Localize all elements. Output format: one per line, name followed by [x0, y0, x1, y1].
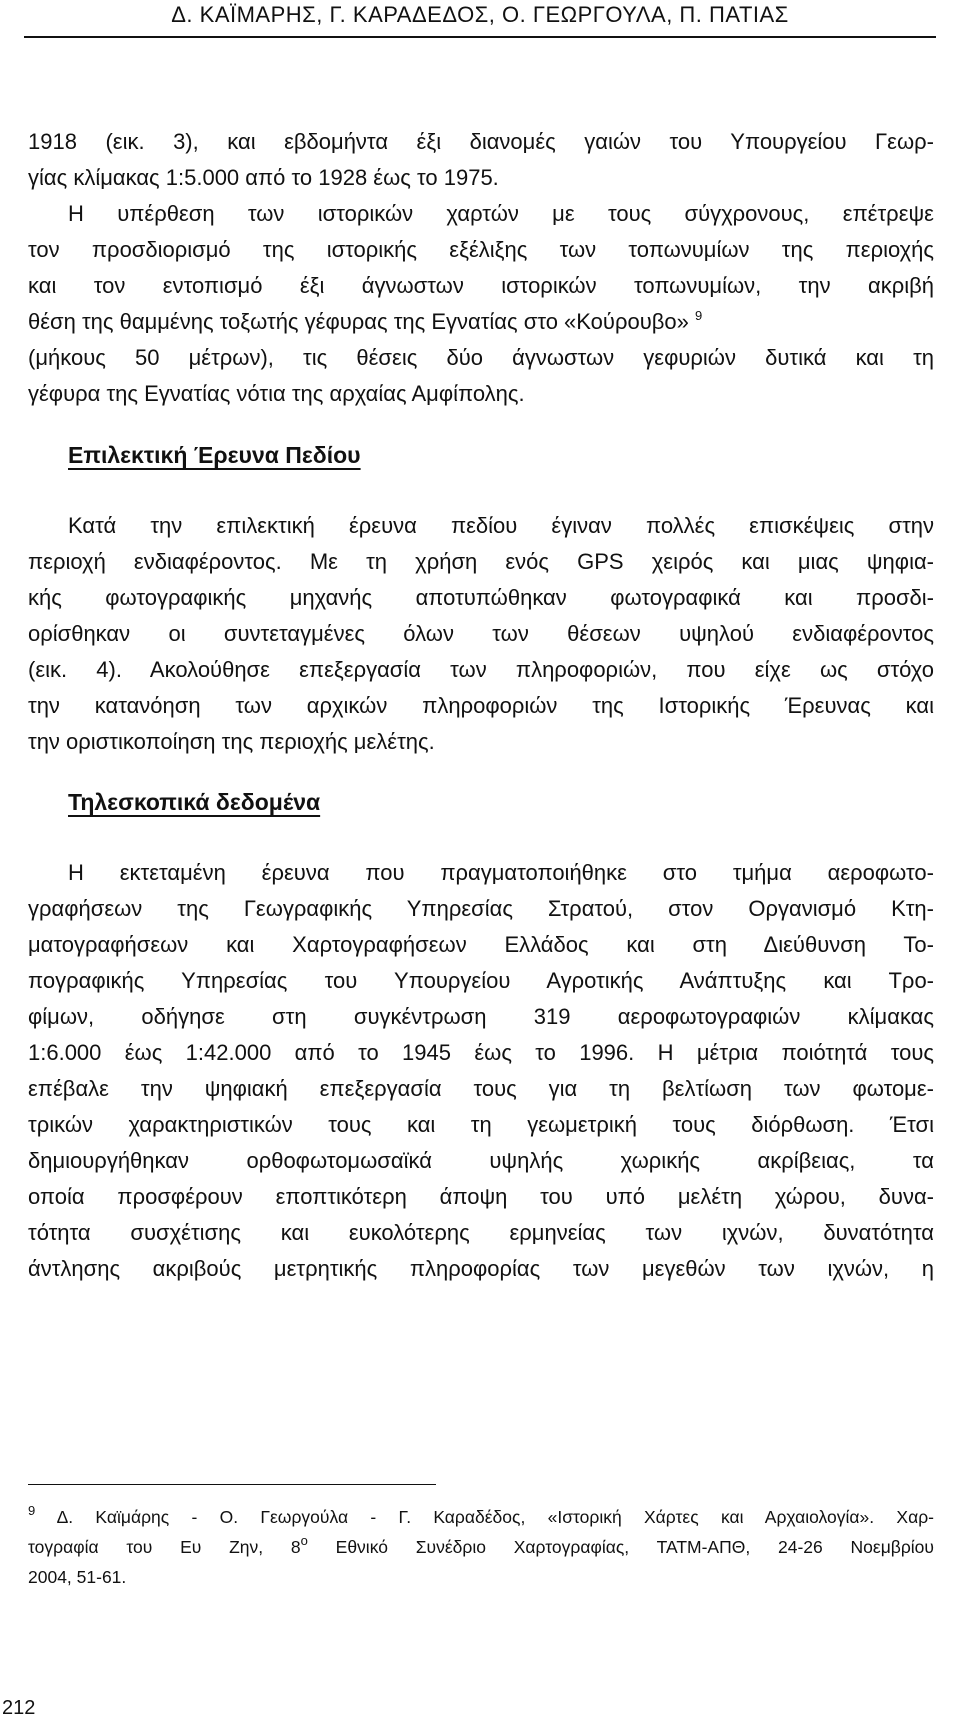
footnote-line: [28, 1532, 934, 1562]
section-heading-remote-sensing: Τηλεσκοπικά δεδομένα: [68, 789, 321, 815]
text-line: γέφυρα της Εγνατίας νότια της αρχαίας Αμφίπολης.: [28, 381, 525, 406]
text-line: άντλησης ακριβούς μετρητικής πληροφορίας των μεγεθών των ιχνών, η: [28, 1256, 934, 1281]
footnote: [28, 1502, 934, 1592]
text-line: 1918 (εικ. 3), και εβδομήντα έξι διανομές γαιών του Υπουργείου Γεωρ-: [28, 129, 934, 154]
text-line: επέβαλε την ψηφιακή επεξεργασία τους για τη βελτίωση των φωτομε-: [28, 1076, 934, 1101]
text-line: δημιουργήθηκαν ορθοφωτομωσαϊκά υψηλής χωρικής ακρίβειας, τα: [28, 1148, 934, 1173]
intro-paragraph-2: [28, 196, 934, 412]
text-line: τον προσδιορισμό της ιστορικής εξέλιξης των τοπωνυμίων της περιοχής: [28, 237, 934, 262]
text-line: θέση της θαμμένης τοξωτής γέφυρας της Εγνατίας στο «Κούρουβο»: [28, 309, 689, 334]
text-line: Η υπέρθεση των ιστορικών χαρτών με τους σύγχρονους, επέτρεψε: [68, 201, 934, 226]
text-line: περιοχή ενδιαφέροντος. Με τη χρήση ενός GPS χειρός και μιας ψηφια-: [28, 549, 934, 574]
page-number: 212: [2, 1697, 36, 1719]
text-line: ματογραφήσεων και Χαρτογραφήσεων Ελλάδος και στη Διεύθυνση Το-: [28, 932, 934, 957]
text-line: Η εκτεταμένη έρευνα που πραγματοποιήθηκε στο τμήμα αεροφωτο-: [68, 860, 934, 885]
footnote-text: Εθνικό Συνέδριο Χαρτογραφίας, ΤΑΤΜ-ΑΠΘ, 24-26 Νοεμβρίου: [307, 1537, 934, 1557]
text-line: την κατανόηση των αρχικών πληροφοριών της Ιστορικής Έρευνας και: [28, 693, 934, 718]
text-line: ορίσθηκαν οι συντεταγμένες όλων των θέσεων υψηλού ενδιαφέροντος: [28, 621, 934, 646]
section-2-paragraph: [28, 855, 934, 1287]
text-line: την οριστικοποίηση της περιοχής μελέτης.: [28, 729, 435, 754]
text-line: 1:6.000 έως 1:42.000 από το 1945 έως το 1996. Η μέτρια ποιότητά τους: [28, 1040, 934, 1065]
section-heading-field-survey: Επιλεκτική Έρευνα Πεδίου: [68, 442, 361, 468]
text-line: οποία προσφέρουν εποπτικότερη άποψη του υπό μελέτη χώρου, δυνα-: [28, 1184, 934, 1209]
text-line: Κατά την επιλεκτική έρευνα πεδίου έγιναν πολλές επισκέψεις στην: [68, 513, 934, 538]
text-line: γραφήσεων της Γεωγραφικής Υπηρεσίας Στρατού, στον Οργανισμό Κτη-: [28, 896, 934, 921]
text-line: κής φωτογραφικής μηχανής αποτυπώθηκαν φωτογραφικά και προσδι-: [28, 585, 934, 610]
running-head: Δ. ΚΑΪΜΑΡΗΣ, Γ. ΚΑΡΑΔΕΔΟΣ, Ο. ΓΕΩΡΓΟΥΛΑ, Π. ΠΑΤΙΑΣ: [171, 2, 789, 27]
text-line: (εικ. 4). Ακολούθησε επεξεργασία των πληροφοριών, που είχε ως στόχο: [28, 657, 934, 682]
footnote-marker: 9: [28, 1503, 36, 1518]
footnote-text: Δ. Καϊμάρης - Ο. Γεωργούλα - Γ. Καραδέδος, «Ιστορική Χάρτες και Αρχαιολογία». Χαρ-: [56, 1507, 934, 1527]
footnote-line: [28, 1502, 934, 1532]
text-line-with-footnote: [28, 304, 934, 340]
footnote-ordinal: ο: [300, 1533, 308, 1548]
footnote-reference[interactable]: 9: [694, 308, 703, 323]
text-line: γίας κλίμακας 1:5.000 από το 1928 έως το 1975.: [28, 165, 499, 190]
section-1-paragraph: [28, 508, 934, 760]
footnote-text: τογραφία του Ευ Ζην, 8: [28, 1537, 301, 1557]
intro-paragraph-1: [28, 124, 934, 196]
text-line: (μήκους 50 μέτρων), τις θέσεις δύο άγνωστων γεφυριών δυτικά και τη: [28, 345, 934, 370]
footnote-rule: [28, 1484, 436, 1485]
text-line: τότητα συσχέτισης και ευκολότερης ερμηνείας των ιχνών, δυνατότητα: [28, 1220, 934, 1245]
footnote-line: 2004, 51-61.: [28, 1567, 127, 1587]
text-line: και τον εντοπισμό έξι άγνωστων ιστορικών τοπωνυμίων, την ακριβή: [28, 273, 934, 298]
text-line: πογραφικής Υπηρεσίας του Υπουργείου Αγροτικής Ανάπτυξης και Τρο-: [28, 968, 934, 993]
header-rule: [24, 36, 936, 38]
text-line: τρικών χαρακτηριστικών τους και τη γεωμετρική τους διόρθωση. Έτσι: [28, 1112, 934, 1137]
text-line: φίμων, οδήγησε στη συγκέντρωση 319 αεροφωτογραφιών κλίμακας: [28, 1004, 934, 1029]
